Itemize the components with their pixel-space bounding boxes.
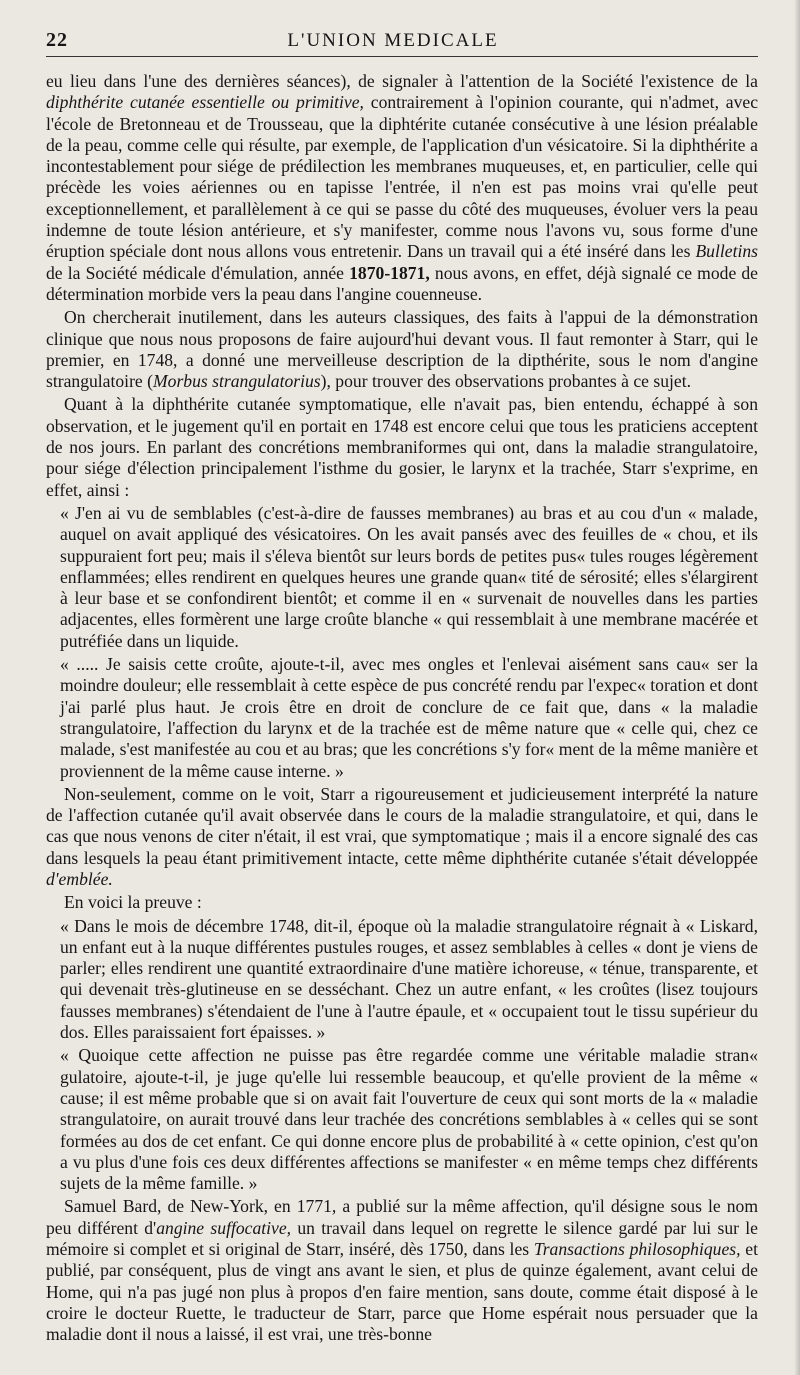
text-run: de la Société médicale d'émulation, année — [46, 262, 350, 283]
text-run: « Quoique cette affection ne puisse pas être regardée comme une véritable maladie stran« gulatoire, ajoute-t-il, je juge qu'elle lui ressemble beaucoup, et qu'elle provient de la même « cause; il est même probable que si on avait fait l'ouverture de ceux qui sont morts de la « maladie strangulatoire, on aurait trouvé dans leur trachée des concrétions semblables à « celles qui se sont formées au dos de cet enfant. Ce qui donne encore plus de probabilité à « cette opinion, c'est qu'on a vu plus d'une fois ces deux différentes affections se manifester « en même temps chez différents sujets de la même famille. » — [60, 1045, 758, 1194]
article-body — [46, 71, 758, 1346]
italic-text: Transactions philosophiques, — [533, 1239, 741, 1260]
paragraph — [46, 1196, 758, 1345]
text-run: « Dans le mois de décembre 1748, dit-il, époque où la maladie strangulatoire régnait à « Liskard, un enfant eut à la nuque différentes pustules rouges, et assez semblables à celles « dont je viens de parler; elles rendirent une quantité extraordinaire d'une matière ichoreuse, « ténue, transparente, et qui devenait très-glutineuse en se desséchant. Chez un autre enfant, « les croûtes (lisez toujours fausses membranes) s'étendaient de l'une à l'autre épaule, et « occupaient tout le tissu supérieur du dos. Elles paraissaient fort épaisses. » — [60, 915, 758, 1043]
text-run: Quant à la diphthérite cutanée symptomatique, elle n'avait pas, bien entendu, échappé à son observation, et le jugement qu'il en portait en 1748 est encore celui que tous les praticiens acceptent de nos jours. En parlant des concrétions membraniformes qui ont, dans la maladie strangulatoire, pour siége d'élection principalement l'isthme du gosier, le larynx et la trachée, Starr s'exprime, en effet, ainsi : — [46, 394, 758, 500]
text-run: « J'en ai vu de semblables (c'est-à-dire de fausses membranes) au bras et au cou d'un « malade, auquel on avait appliqué des vésicatoires. On les avait pansés avec des feuilles de « chou, et ils suppuraient fort peu; mais il s'éleva bientôt sur leurs bords de petites pus« tules rouges légèrement enflammées; elles rendirent en quelques heures une grande quan« tité de sérosité; elles s'élargirent à leur base et se confondirent bientôt; et comme il en « survenait de nouvelles dans les parties adjacentes, elles formèrent une large croûte blanche « qui ressemblait à une membrane macérée et putréfiée dans un liquide. — [60, 502, 758, 651]
text-run: ), pour trouver des observations probantes à ce sujet. — [320, 371, 691, 392]
text-run: et publié, par conséquent, plus de vingt ans avant le sien, et plus de quinze également, avant celui de Home, qui n'a pas jugé non plus à propos d'en faire mention, sans doute, comme était disposé à le croire le docteur Ruette, le traducteur de Starr, parce que Home espérait nous persuader que la maladie dont il nous a laissé, il est vrai, une très-bonne — [46, 1239, 758, 1345]
journal-title: L'UNION MEDICALE — [287, 30, 499, 51]
italic-text: diphthérite cutanée essentielle ou primitive, — [46, 92, 364, 113]
paragraph — [46, 394, 758, 500]
paragraph — [46, 503, 758, 652]
text-run: nous avons, en effet, déjà signalé ce mode de détermination morbide vers la peau dans l'angine couenneuse. — [46, 262, 758, 304]
paragraph — [46, 1045, 758, 1194]
text-run: On chercherait inutilement, dans les auteurs classiques, des faits à l'appui de la démonstration clinique que nous nous proposons de faire aujourd'hui devant vous. Il faut remonter à Starr, qui le premier, en 1748, a donné une merveilleuse description de la dipthérite, sous le nom d'angine strangulatoire ( — [46, 307, 758, 392]
paragraph — [46, 307, 758, 392]
paragraph — [46, 916, 758, 1044]
italic-text: angine suffocative, — [156, 1217, 292, 1238]
text-run: Samuel Bard, de New-York, en 1771, a publié sur la même affection, qu'il désigne sous le nom peu différent d' — [46, 1196, 758, 1238]
scan-shadow — [794, 0, 800, 1375]
bold-text: 1870-1871, — [349, 262, 430, 283]
italic-text: Morbus strangulatorius — [153, 371, 321, 392]
page-header — [46, 20, 758, 57]
page-number: 22 — [46, 29, 68, 51]
italic-text: d'emblée. — [46, 868, 113, 889]
text-run: contrairement à l'opinion courante, qui n'admet, avec l'école de Bretonneau et de Trousseau, que la diphtérite cutanée consécutive à une lésion préalable de la peau, comme celle qui résulte, par exemple, de l'application d'un vésicatoire. Si la diphthérite a incontestablement pour siége de prédilection les membranes muqueuses, et, en particulier, celle qui précède les voies aériennes ou en tapisse l'entrée, il n'en est pas moins vrai qu'elle peut exceptionnellement, et parallèlement à ce qui se passe du côté des muqueuses, évoluer vers la peau indemne de toute lésion antérieure, et s'y manifester, comme nous l'avons vu, sous forme d'une éruption spéciale dont nous allons vous entretenir. Dans un travail qui a été inséré dans les — [46, 92, 759, 262]
paragraph — [46, 892, 758, 913]
text-run: un travail dans lequel on regrette le silence gardé par lui sur le mémoire si complet et si original de Starr, inséré, dès 1750, dans les — [46, 1217, 758, 1260]
text-run: Non-seulement, comme on le voit, Starr a rigoureusement et judicieusement interprété la nature de l'affection cutanée qu'il avait observée dans le cours de la maladie strangulatoire, et qui, dans le cas que nous venons de citer n'était, il est vrai, que symptomatique ; mais il a encore signalé des cas dans lesquels la peau étant primitivement intacte, cette même diphthérite cutanée s'était développée — [46, 783, 758, 868]
text-run: eu lieu dans l'une des dernières séances), de signaler à l'attention de la Société l'existence de la — [46, 71, 758, 91]
paragraph — [46, 654, 758, 782]
text-run: En voici la preuve : — [64, 892, 202, 913]
italic-text: Bulletins — [695, 241, 758, 262]
paragraph — [46, 71, 758, 305]
text-run: « ..... Je saisis cette croûte, ajoute-t-il, avec mes ongles et l'enlevai aisément sans cau« ser la moindre douleur; elle ressemblait à cette espèce de pus concrété rendu par l'expec« toration et dont j'ai parlé plus haut. Je crois être en droit de conclure de ce fait que, dans « la maladie strangulatoire, l'affection du larynx et de la trachée est de même nature que « celle qui, chez ce malade, s'est manifestée au cou et au bras; que les concrétions s'y for« ment de la même manière et proviennent de la même cause interne. » — [60, 654, 758, 781]
paragraph — [46, 784, 758, 890]
